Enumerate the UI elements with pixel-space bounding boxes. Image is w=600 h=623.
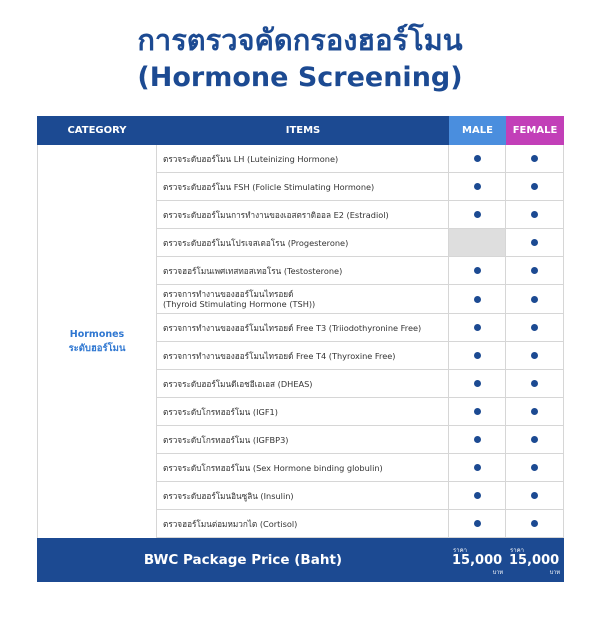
female-price-value: 15,000 [509,553,560,568]
included-dot-icon [531,492,538,499]
item-cell [157,370,449,397]
table-row [157,482,564,510]
item-name: ตรวจระดับโกรทฮอร์โมน (IGF1) [163,406,278,417]
item-cell [157,398,449,425]
table-row [157,257,564,285]
included-dot-icon [531,183,538,190]
included-dot-icon [474,520,481,527]
item-cell [157,342,449,369]
male-cell [449,426,506,453]
included-dot-icon [531,155,538,162]
header-male: MALE [449,116,506,145]
item-name: ตรวจฮอร์โมนเพศเทสทอสเทอโรน (Testosterone) [163,265,343,276]
category-label-th: ระดับฮอร์โมน [68,342,126,354]
item-name: ตรวจการทำงานของฮอร์โมนไทรอยด์ Free T3 (Triiodothyronine Free) [163,322,422,333]
female-cell [506,285,564,313]
male-cell [449,510,506,537]
package-price-label: BWC Package Price (Baht) [143,552,343,568]
included-dot-icon [531,436,538,443]
male-price-prefix: ราคา [453,547,467,554]
female-cell [506,201,564,228]
table-row [157,510,564,538]
male-cell [449,398,506,425]
female-cell [506,145,564,172]
male-price-value: 15,000 [452,553,503,568]
table-row [157,229,564,257]
table-row [157,145,564,173]
item-cell [157,482,449,509]
table-row [157,285,564,314]
included-dot-icon [474,464,481,471]
male-cell-unavailable [449,229,506,256]
item-cell [157,229,449,256]
hormone-screening-table [37,116,564,582]
header-items: ITEMS [157,116,449,145]
female-cell [506,426,564,453]
female-price-unit: บาท [549,570,560,576]
male-cell [449,314,506,341]
page-title-thai: การตรวจคัดกรองฮอร์โมน [137,23,463,57]
included-dot-icon [531,380,538,387]
female-cell [506,510,564,537]
female-cell [506,398,564,425]
included-dot-icon [474,296,481,303]
item-cell [157,173,449,200]
item-name: ตรวจระดับโกรทฮอร์โมน (IGFBP3) [163,434,289,445]
male-cell [449,257,506,284]
item-cell [157,454,449,481]
female-price-prefix: ราคา [510,547,524,554]
item-cell [157,145,449,172]
item-name: ตรวจฮอร์โมนต่อมหมวกไต (Cortisol) [163,518,298,529]
item-name: ตรวจระดับฮอร์โมนอินซูลิน (Insulin) [163,490,294,501]
included-dot-icon [474,352,481,359]
included-dot-icon [531,239,538,246]
item-name: ตรวจระดับฮอร์โมนการทำงานของเอสตราดิออล E2 (Estradiol) [163,209,389,220]
table-row [157,426,564,454]
female-cell [506,370,564,397]
female-cell [506,342,564,369]
male-cell [449,201,506,228]
table-row [157,370,564,398]
item-name: ตรวจระดับฮอร์โมนดีเอชอีเอเอส (DHEAS) [163,378,313,389]
table-row [157,398,564,426]
male-cell [449,482,506,509]
included-dot-icon [474,436,481,443]
included-dot-icon [474,324,481,331]
included-dot-icon [531,352,538,359]
included-dot-icon [474,380,481,387]
item-name: ตรวจการทำงานของฮอร์โมนไทรอยด์ Free T4 (Thyroxine Free) [163,350,396,361]
item-cell [157,314,449,341]
female-price [506,538,563,582]
included-dot-icon [474,492,481,499]
table-row [157,454,564,482]
item-cell [157,510,449,537]
female-cell [506,314,564,341]
item-cell [157,426,449,453]
male-cell [449,342,506,369]
included-dot-icon [474,183,481,190]
table-row [157,201,564,229]
category-label-en: Hormones [69,328,125,340]
header-category: CATEGORY [37,116,157,145]
male-cell [449,173,506,200]
item-name: ตรวจระดับฮอร์โมน LH (Luteinizing Hormone) [163,153,339,164]
included-dot-icon [531,211,538,218]
table-row [157,342,564,370]
male-cell [449,454,506,481]
included-dot-icon [474,155,481,162]
item-name: ตรวจระดับฮอร์โมน FSH (Folicle Stimulating Hormone) [163,181,375,192]
category-cell [37,145,157,538]
male-price [449,538,506,582]
included-dot-icon [474,267,481,274]
female-cell [506,482,564,509]
included-dot-icon [531,464,538,471]
item-cell [157,285,449,313]
package-price-footer [37,538,564,582]
page-title-english: (Hormone Screening) [137,62,463,93]
female-cell [506,257,564,284]
female-cell [506,229,564,256]
item-cell [157,257,449,284]
included-dot-icon [531,520,538,527]
item-name: ตรวจระดับโกรทฮอร์โมน (Sex Hormone binding globulin) [163,462,383,473]
item-name: ตรวจระดับฮอร์โมนโปรเจสเตอโรน (Progesterone) [163,237,349,248]
male-cell [449,145,506,172]
included-dot-icon [474,408,481,415]
header-female: FEMALE [506,116,564,145]
male-price-unit: บาท [492,570,503,576]
item-name: ตรวจการทำงานของฮอร์โมนไทรอยด์ [163,289,294,299]
item-name-line2: (Thyroid Stimulating Hormone (TSH)) [163,299,316,309]
included-dot-icon [531,296,538,303]
female-cell [506,454,564,481]
male-cell [449,370,506,397]
item-cell [157,201,449,228]
female-cell [506,173,564,200]
included-dot-icon [531,324,538,331]
male-cell [449,285,506,313]
included-dot-icon [474,211,481,218]
included-dot-icon [531,408,538,415]
table-row [157,314,564,342]
table-row [157,173,564,201]
included-dot-icon [531,267,538,274]
